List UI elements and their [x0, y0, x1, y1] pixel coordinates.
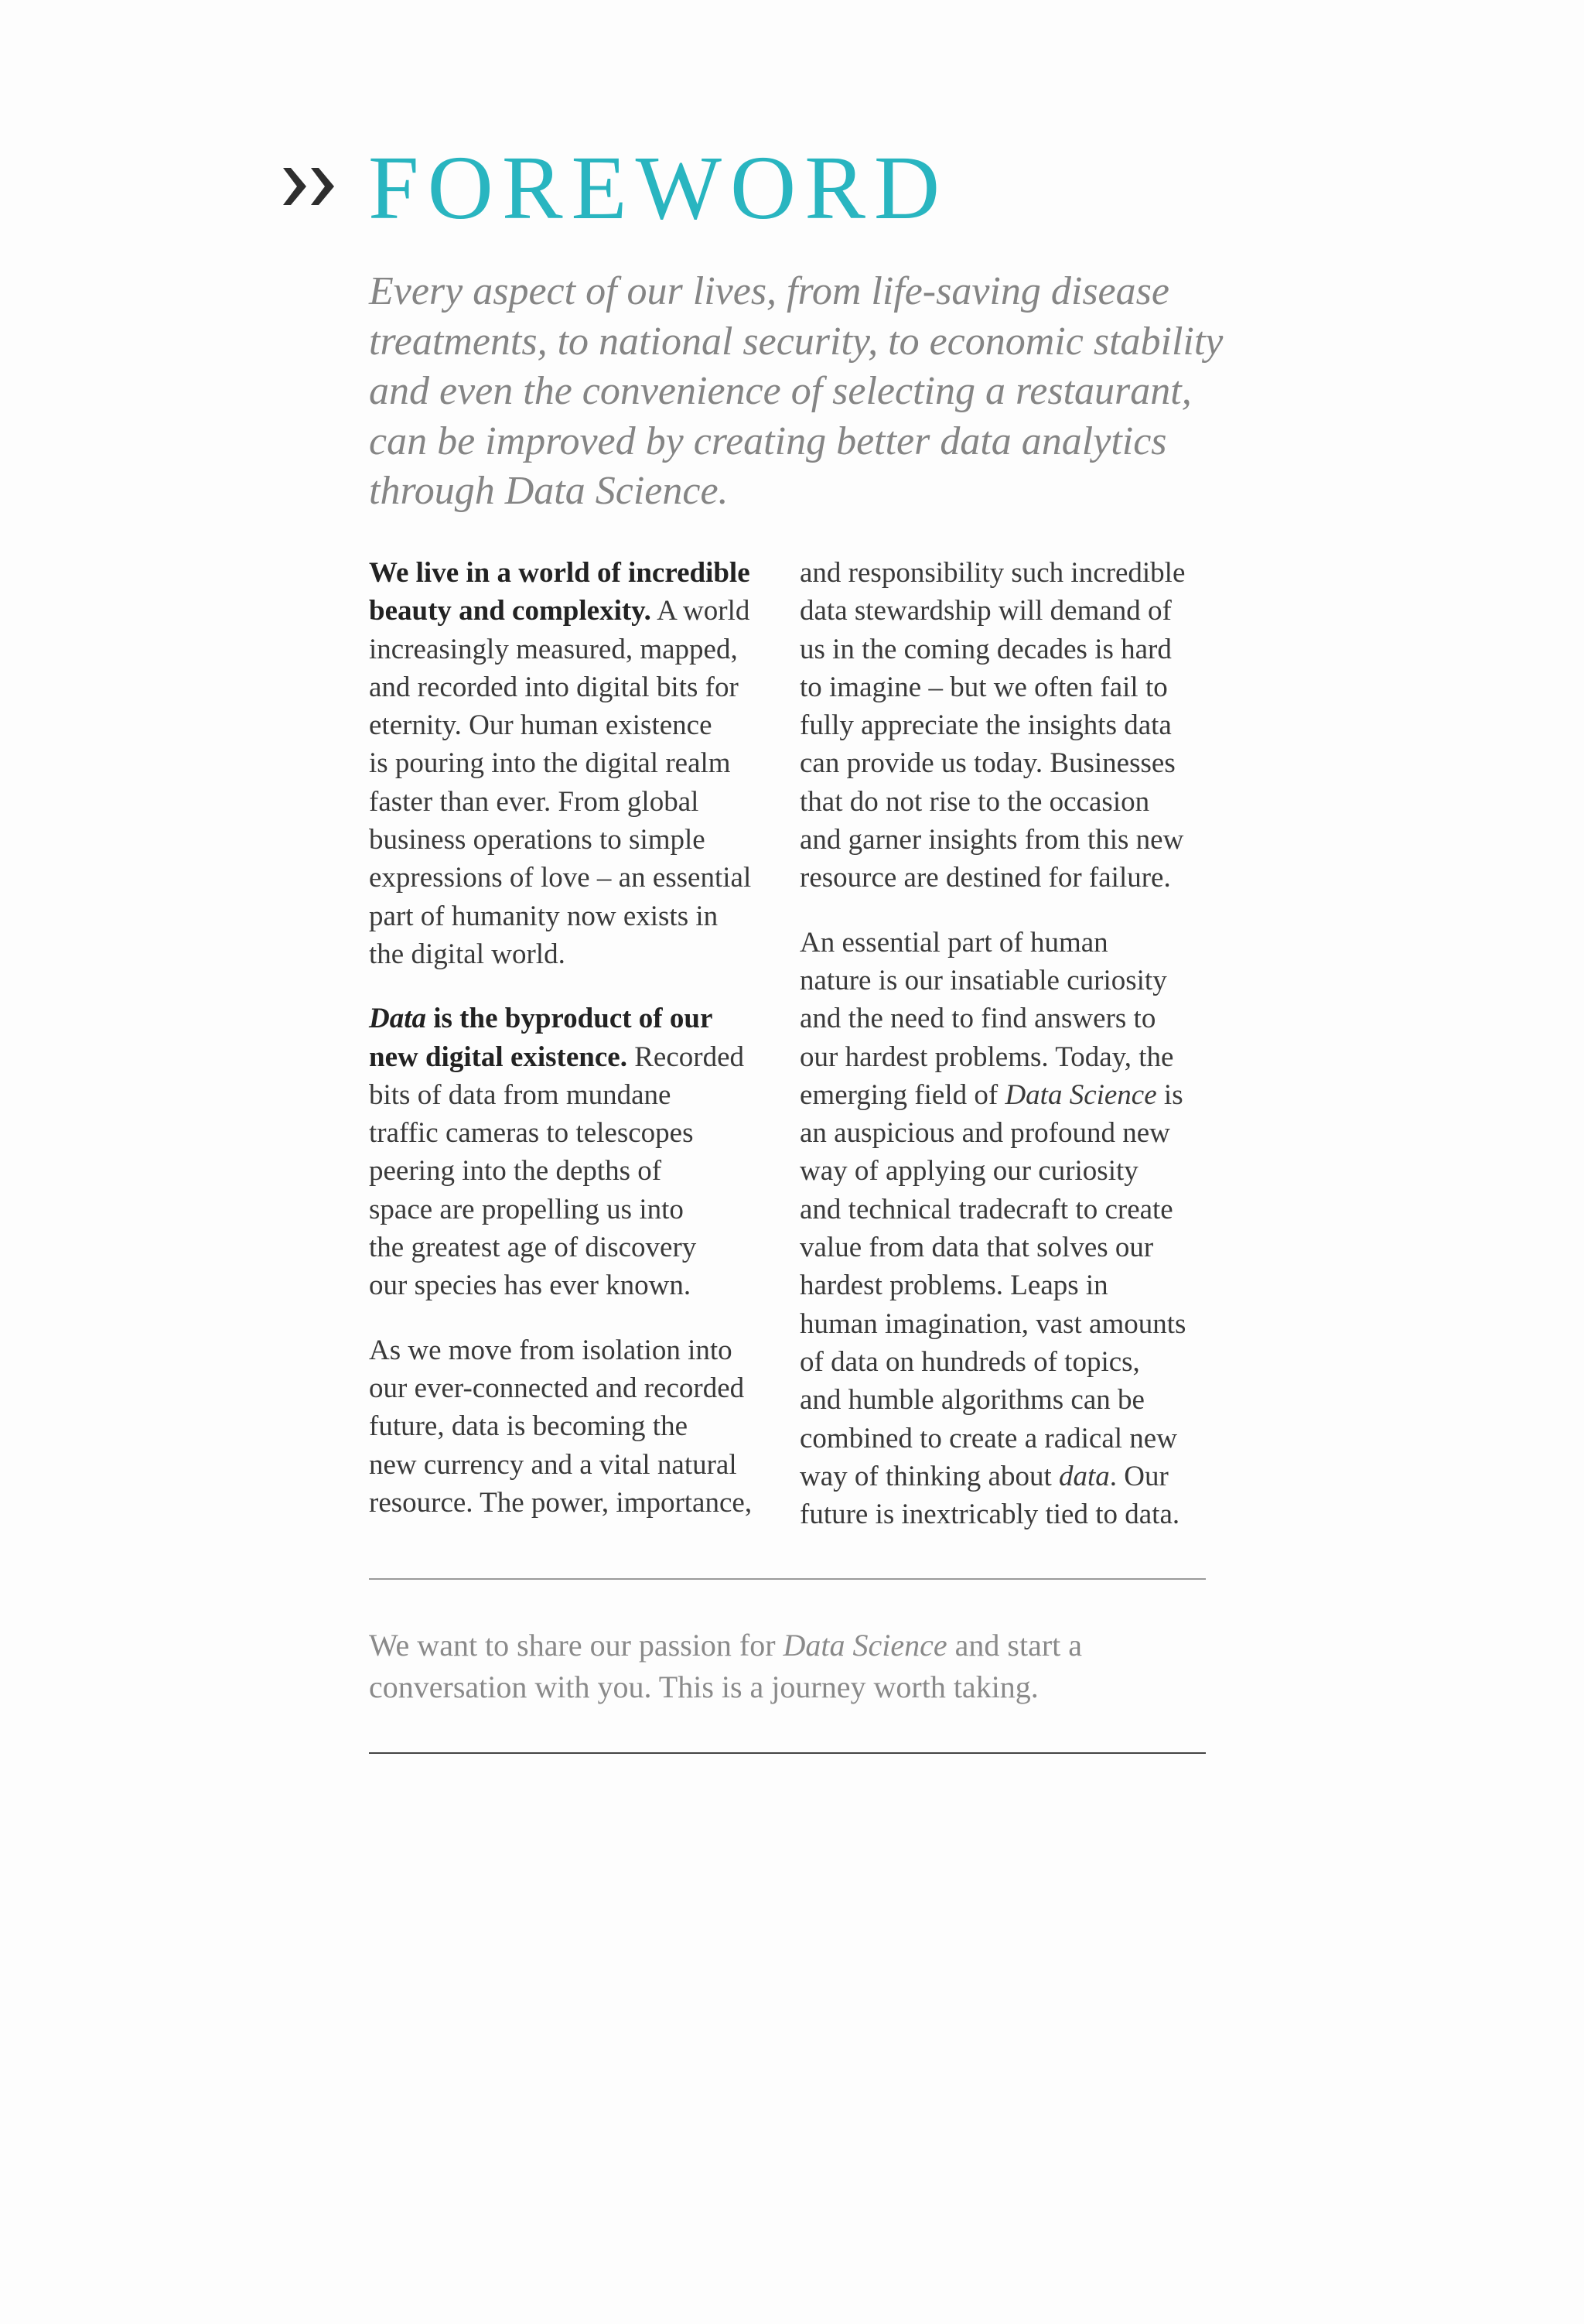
text-line: the greatest age of discovery	[369, 1232, 697, 1264]
lede-line: treatments, to national security, to economic stability	[369, 319, 1224, 364]
text-line	[800, 1458, 1210, 1495]
paragraph-data-byproduct	[369, 1000, 771, 1304]
text-line: our species has ever known.	[369, 1270, 691, 1302]
text-line: new currency and a vital natural	[369, 1448, 737, 1481]
bold-lead	[369, 1003, 712, 1034]
text-fragment: and start a	[947, 1628, 1083, 1663]
text-line: peering into the depths of	[369, 1155, 662, 1188]
lede-line: and even the convenience of selecting a restaurant,	[369, 369, 1192, 413]
closing-statement	[369, 1625, 1212, 1708]
text-line: As we move from isolation into	[369, 1334, 732, 1366]
right-column	[800, 554, 1210, 1560]
paragraph-isolation	[369, 1331, 771, 1522]
text-fragment: is the byproduct of our	[426, 1003, 713, 1035]
double-chevron-right-icon	[280, 165, 339, 208]
text-line: traffic cameras to telescopes	[369, 1117, 694, 1150]
text-line: An essential part of human	[800, 926, 1108, 959]
text-line	[369, 1625, 1212, 1666]
text-line: an auspicious and profound new	[800, 1117, 1170, 1150]
text-line: the digital world.	[369, 938, 565, 970]
page-title: FOREWORD	[368, 137, 949, 238]
text-line: resource are destined for failure.	[800, 862, 1171, 894]
text-line	[800, 1076, 1210, 1114]
text-line	[369, 592, 771, 630]
left-column	[369, 554, 771, 1548]
text-line: combined to create a radical new	[800, 1422, 1177, 1454]
text-line: increasingly measured, mapped,	[369, 633, 738, 665]
text-line: resource. The power, importance,	[369, 1486, 753, 1519]
text-line	[369, 1038, 771, 1076]
paragraph-curiosity	[800, 924, 1210, 1534]
text-fragment: way of thinking about	[800, 1460, 1060, 1492]
text-line: is pouring into the digital realm	[369, 747, 731, 780]
text-line	[369, 1000, 771, 1037]
text-line: of data on hundreds of topics,	[800, 1345, 1140, 1378]
text-fragment: We want to share our passion for	[369, 1628, 783, 1663]
text-line: bits of data from mundane	[369, 1078, 671, 1111]
text-fragment: is	[1156, 1078, 1183, 1111]
text-line: part of humanity now exists in	[369, 900, 719, 932]
text-line: our hardest problems. Today, the	[800, 1041, 1174, 1073]
lede-line: can be improved by creating better data analytics	[369, 419, 1167, 463]
paragraph-world	[369, 554, 771, 973]
text-line: our ever-connected and recorded	[369, 1372, 745, 1404]
text-fragment: . Our	[1109, 1460, 1169, 1492]
text-line: eternity. Our human existence	[369, 709, 712, 742]
bold-lead: new digital existence.	[369, 1041, 627, 1073]
text-line: and recorded into digital bits for	[369, 671, 739, 703]
text-line: can provide us today. Businesses	[800, 747, 1176, 780]
text-line: human imagination, vast amounts	[800, 1307, 1186, 1340]
text-line: hardest problems. Leaps in	[800, 1270, 1108, 1302]
text-line: data stewardship will demand of	[800, 595, 1172, 627]
italic-term: Data Science	[783, 1628, 947, 1663]
text-fragment: A world	[650, 595, 750, 627]
lede-line: Every aspect of our lives, from life-saving disease	[369, 269, 1169, 313]
text-line: nature is our insatiable curiosity	[800, 964, 1167, 996]
text-line: to imagine – but we often fail to	[800, 671, 1168, 703]
bold-lead: We live in a world of incredible	[369, 557, 750, 589]
text-fragment: emerging field of	[800, 1078, 1005, 1111]
text-line: value from data that solves our	[800, 1232, 1154, 1264]
text-line: that do not rise to the occasion	[800, 785, 1150, 818]
text-line: and humble algorithms can be	[800, 1384, 1145, 1417]
text-line: conversation with you. This is a journey worth taking.	[369, 1670, 1039, 1704]
lede-line: through Data Science.	[369, 469, 729, 513]
italic-term: data	[1059, 1460, 1110, 1492]
bold-lead: beauty and complexity.	[369, 595, 651, 627]
text-fragment: Recorded	[626, 1041, 745, 1073]
text-line: future, data is becoming the	[369, 1410, 688, 1443]
text-line: fully appreciate the insights data	[800, 709, 1172, 742]
text-line: and technical tradecraft to create	[800, 1193, 1173, 1225]
text-line: faster than ever. From global	[369, 785, 699, 818]
text-line: and the need to find answers to	[800, 1003, 1156, 1035]
text-line: space are propelling us into	[369, 1193, 684, 1225]
divider-bottom	[369, 1752, 1206, 1754]
text-line: and responsibility such incredible	[800, 557, 1186, 589]
text-line: us in the coming decades is hard	[800, 633, 1172, 665]
paragraph-responsibility	[800, 554, 1210, 897]
text-line: business operations to simple	[369, 824, 705, 856]
divider-top	[369, 1578, 1206, 1580]
text-line	[369, 554, 771, 592]
italic-word: Data	[369, 1003, 426, 1035]
italic-term: Data Science	[1005, 1078, 1157, 1111]
text-line: way of applying our curiosity	[800, 1155, 1138, 1188]
text-line: expressions of love – an essential	[369, 862, 752, 894]
text-line: and garner insights from this new	[800, 824, 1184, 856]
text-line: future is inextricably tied to data.	[800, 1499, 1180, 1531]
lede-quote	[369, 267, 1235, 517]
